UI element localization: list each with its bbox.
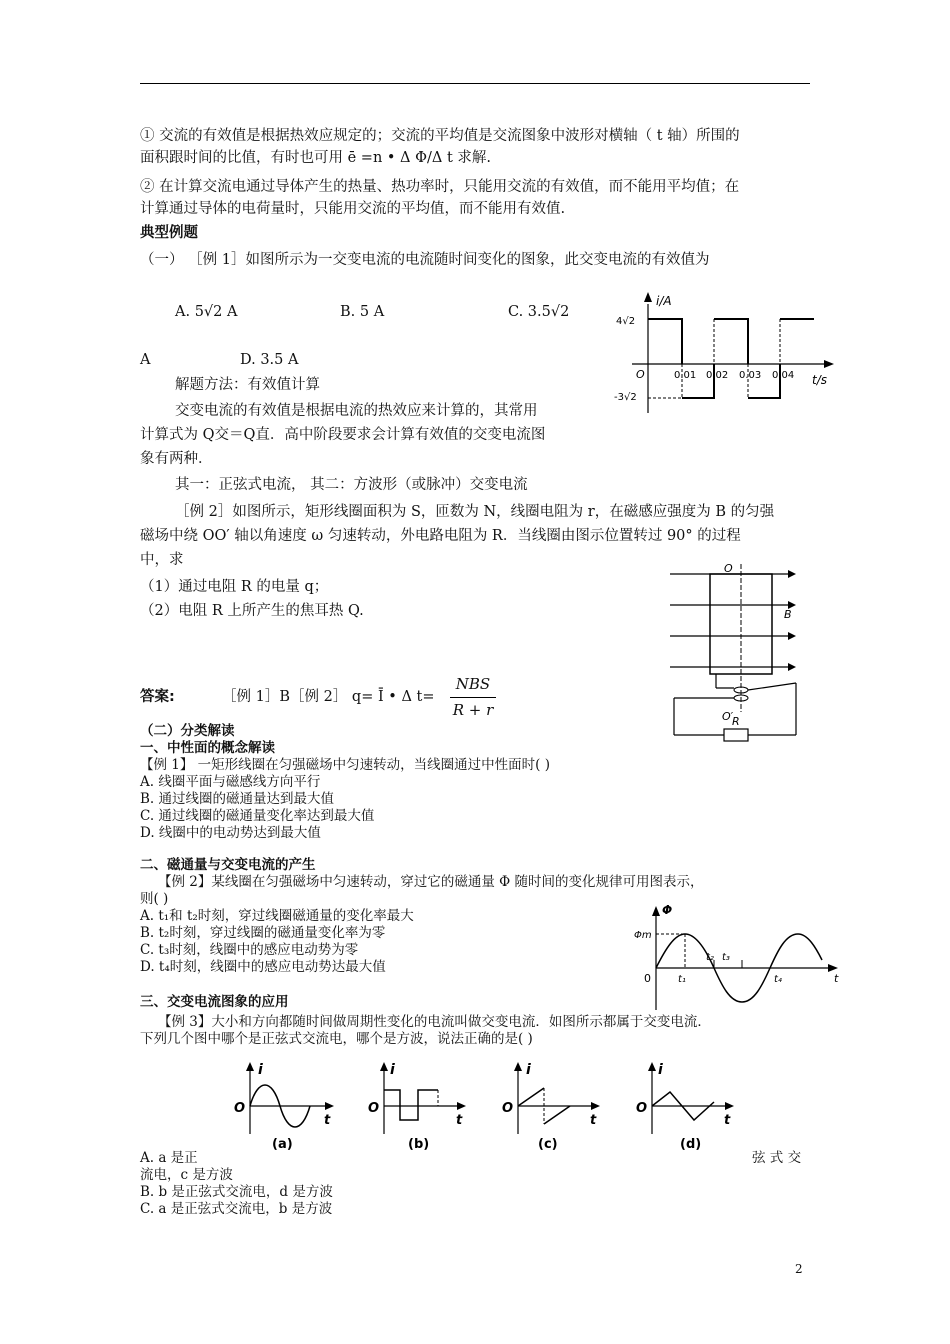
graph-d-ylabel: i <box>658 1062 663 1078</box>
solution-method: 解题方法：有效值计算 <box>175 377 320 393</box>
fig1-tick-3: 0.03 <box>739 370 762 381</box>
page-number: 2 <box>795 1262 803 1276</box>
solution-para-3: 象有两种． <box>140 451 213 467</box>
fraction-bar <box>450 697 496 698</box>
graph-c-label: (c) <box>538 1137 558 1152</box>
s1-heading: 一、中性面的概念解读 <box>140 740 275 756</box>
solution-para-2: 计算式为 Q交＝Q直．高中阶段要求会计算有效值的交变电流图 <box>140 427 546 443</box>
fig1-ypos: 4√2 <box>616 316 636 327</box>
graph-b <box>368 1062 466 1152</box>
s3-option-c: C. a 是正弦式交流电，b 是方波 <box>140 1201 333 1217</box>
graph-d-xlabel: t <box>724 1113 731 1128</box>
fig1-xlabel: t/s <box>812 373 827 387</box>
s1-option-a: A. 线圈平面与磁感线方向平行 <box>140 774 321 790</box>
fig2-resistor: R <box>732 715 740 728</box>
s2-option-d: D. t₄时刻，线圈中的感应电动势达最大值 <box>140 959 386 975</box>
intro-line-1: ① 交流的有效值是根据热效应规定的；交流的平均值是交流图象中波形对横轴（ t 轴）所围的 <box>140 128 740 144</box>
graph-a <box>234 1062 334 1152</box>
graph-c-origin: O <box>502 1101 514 1116</box>
s3-option-b: B. b 是正弦式交流电，d 是方波 <box>140 1184 333 1200</box>
square-wave-figure <box>612 288 842 420</box>
fig1-tick-2: 0.02 <box>706 370 729 381</box>
graph-c-xlabel: t <box>590 1113 597 1128</box>
typical-heading: 典型例题 <box>140 225 198 241</box>
graph-d-origin: O <box>636 1101 648 1116</box>
fig1-yneg: -3√2 <box>614 392 637 403</box>
s3-option-a-cont: 流电，c 是方波 <box>140 1167 233 1183</box>
fig2-top: O <box>724 562 733 575</box>
s2-option-b: B. t₂时刻，穿过线圈的磁通量变化率为零 <box>140 925 386 941</box>
example-2-line-2: 磁场中绕 OO′ 轴以角速度 ω 匀速转动，外电路电阻为 R．当线圈由图示位置转过 90° 的过程 <box>140 528 741 544</box>
graph-b-origin: O <box>368 1101 380 1116</box>
section-heading: （二）分类解读 <box>140 723 235 739</box>
s1-option-c: C. 通过线圈的磁通量变化率达到最大值 <box>140 808 375 824</box>
graph-a-ylabel: i <box>258 1062 263 1078</box>
option-a: A. 5√2 A <box>175 304 238 320</box>
fig1-ylabel: i/A <box>656 294 672 308</box>
s3-option-a: A. a 是正 <box>140 1150 198 1166</box>
coil-figure <box>660 562 810 752</box>
s3-question-2: 下列几个图中哪个是正弦式交流电，哪个是方波，说法正确的是( ) <box>140 1031 533 1047</box>
example-2-q1: （1）通过电阻 R 的电量 q； <box>140 579 329 595</box>
fig2-bottom: O′ <box>722 710 734 723</box>
example-2-line-3: 中，求 <box>140 552 184 568</box>
option-d: D. 3.5 A <box>240 352 299 368</box>
fig3-t3: t₃ <box>722 952 730 963</box>
graph-a-label: (a) <box>272 1137 293 1152</box>
s2-option-c: C. t₃时刻，线圈中的感应电动势为零 <box>140 942 359 958</box>
graph-d <box>636 1062 734 1152</box>
s1-question: 【例 1】 一矩形线圈在匀强磁场中匀速转动，当线圈通过中性面时( ) <box>140 757 550 773</box>
graph-c <box>502 1062 600 1152</box>
fig1-tick-1: 0.01 <box>674 370 697 381</box>
option-c-unit: A <box>140 352 151 368</box>
answer-numerator: NBS <box>455 675 491 693</box>
s3-heading: 三、交变电流图象的应用 <box>140 994 289 1010</box>
graph-d-label: (d) <box>680 1137 702 1152</box>
header-rule <box>140 83 810 84</box>
fig2-field: B <box>784 608 792 621</box>
graph-c-ylabel: i <box>526 1062 531 1078</box>
flux-figure <box>630 898 850 1013</box>
graph-b-ylabel: i <box>390 1062 395 1078</box>
example-1-question: （一） ［例 1］如图所示为一交变电流的电流随时间变化的图象，此交变电流的有效值为 <box>140 252 710 268</box>
s2-heading: 二、磁通量与交变电流的产生 <box>140 857 316 873</box>
example-2-q2: （2）电阻 R 上所产生的焦耳热 Q. <box>140 603 364 619</box>
s2-question-1: 【例 2】某线圈在匀强磁场中匀速转动，穿过它的磁通量 Φ 随时间的变化规律可用图表示， <box>158 874 704 890</box>
current-graphs <box>228 1058 748 1154</box>
s2-question-2: 则( ) <box>140 891 169 907</box>
intro-line-2: 面积跟时间的比值，有时也可用 ē =n • Δ Φ/Δ t 求解. <box>140 150 492 166</box>
graph-a-xlabel: t <box>324 1113 331 1128</box>
fig3-xlabel: t <box>834 972 839 985</box>
fig3-ylabel: Φ <box>662 903 673 917</box>
two-kinds: 其一：正弦式电流， 其二：方波形（或脉冲）交变电流 <box>175 477 528 493</box>
fig1-origin: O <box>636 368 645 381</box>
solution-para-1: 交变电流的有效值是根据电流的热效应来计算的，其常用 <box>175 403 538 419</box>
fig3-t2: t₂ <box>706 952 714 963</box>
answer-text: ［例 1］B［例 2］ q= Ī • Δ t= <box>222 689 435 705</box>
intro-line-3: ② 在计算交流电通过导体产生的热量、热功率时，只能用交流的有效值，而不能用平均值；在 <box>140 179 740 195</box>
s1-option-d: D. 线圈中的电动势达到最大值 <box>140 825 321 841</box>
option-b: B. 5 A <box>340 304 385 320</box>
fig3-origin: 0 <box>644 972 651 985</box>
answer-denominator: R + r <box>452 701 494 719</box>
s3-option-a-right: 弦 式 交 <box>752 1150 802 1166</box>
fig3-t1: t₁ <box>678 974 686 985</box>
option-c: C. 3.5√2 <box>508 304 570 320</box>
graph-a-origin: O <box>234 1101 246 1116</box>
s2-option-a: A. t₁和 t₂时刻，穿过线圈磁通量的变化率最大 <box>140 908 414 924</box>
s1-option-b: B. 通过线圈的磁通量达到最大值 <box>140 791 335 807</box>
s3-question-1: 【例 3】大小和方向都随时间做周期性变化的电流叫做交变电流．如图所示都属于交变电流． <box>158 1014 711 1030</box>
graph-b-label: (b) <box>408 1137 430 1152</box>
fig1-tick-4: 0.04 <box>772 370 795 381</box>
fig3-t4: t₄ <box>774 974 782 985</box>
example-2-line-1: ［例 2］如图所示，矩形线圈面积为 S，匝数为 N，线圈电阻为 r，在磁感应强度为 B 的匀强 <box>175 504 775 520</box>
answer-label: 答案: <box>140 689 175 705</box>
intro-line-4: 计算通过导体的电荷量时，只能用交流的平均值，而不能用有效值. <box>140 201 566 217</box>
graph-b-xlabel: t <box>456 1113 463 1128</box>
fig3-ymax: Φm <box>634 930 652 941</box>
